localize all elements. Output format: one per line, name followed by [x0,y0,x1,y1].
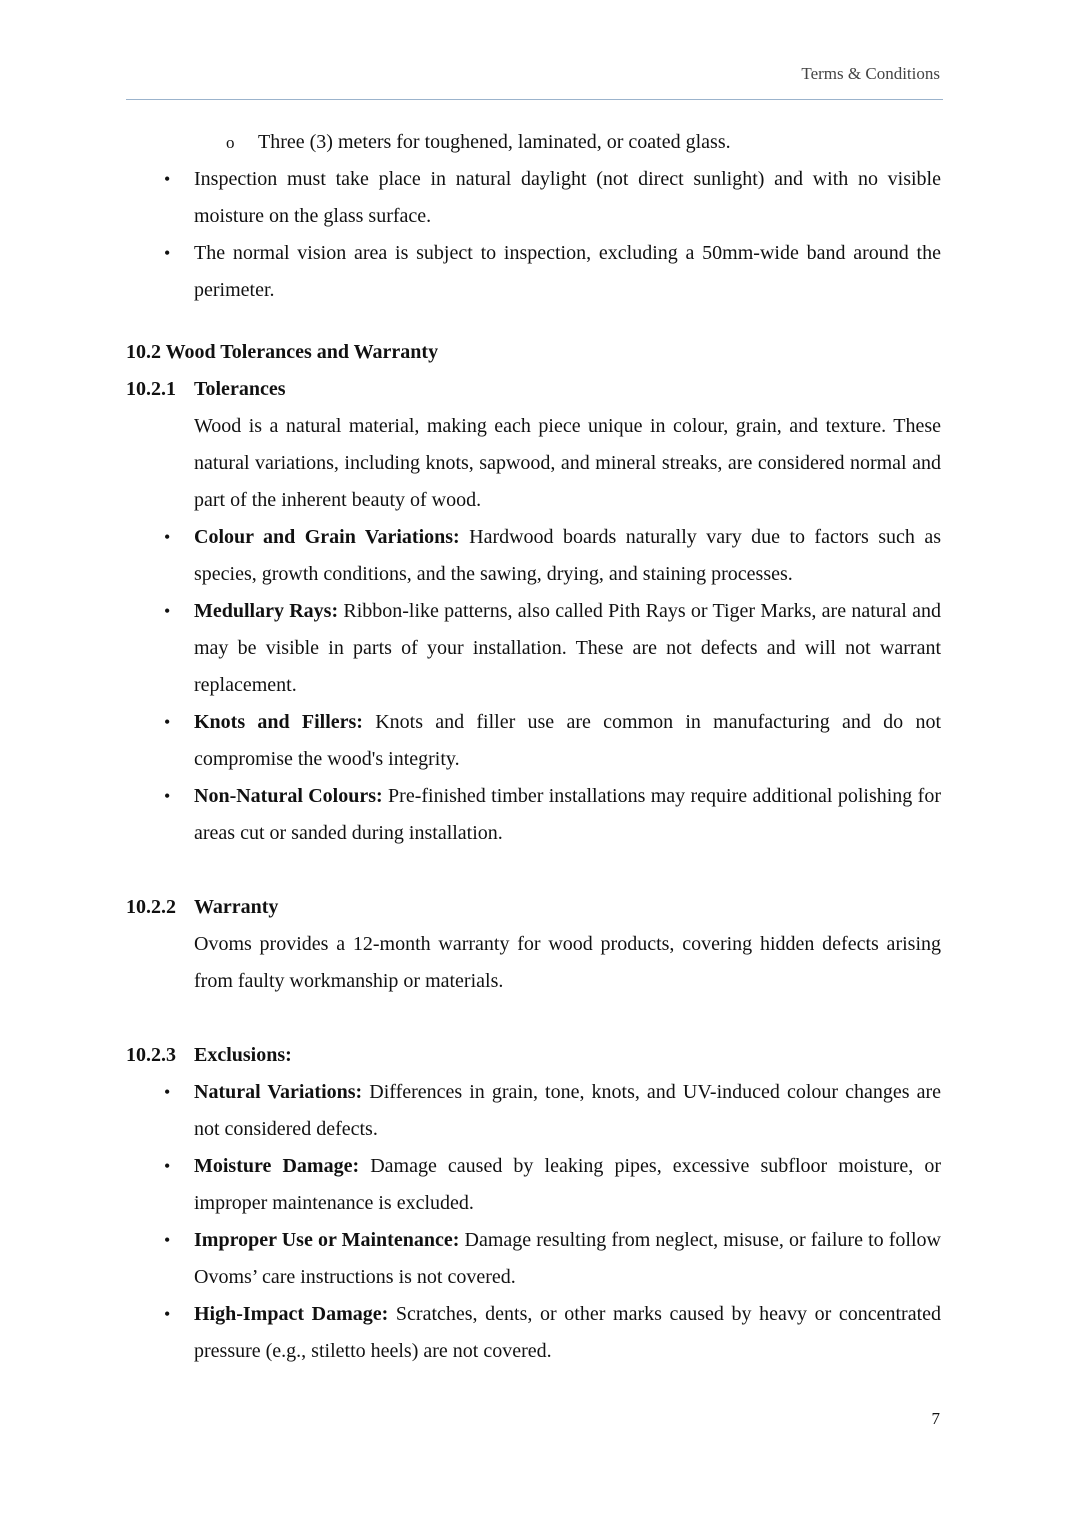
subsection-number: 10.2.1 [126,378,176,400]
list-item-text: Differences in grain, tone, knots, and UV-induced colour changes are not considered defects. [194,1081,942,1140]
list-item-text: Damage caused by leaking pipes, excessive subfloor moisture, or improper maintenance is excluded. [194,1155,941,1214]
section-heading-10-2: 10.2 Wood Tolerances and Warranty [126,341,439,363]
bullet-icon: • [164,1304,171,1324]
subsection-heading-tolerances [126,371,941,408]
list-item [126,161,941,235]
subsection-title: Warranty [194,896,279,918]
subsection-title: Exclusions: [194,1044,292,1066]
header-divider [126,99,943,100]
list-item-term: Natural Variations: [194,1081,363,1103]
subsection-title: Tolerances [194,378,286,400]
list-item-term: Colour and Grain Variations: [194,526,460,548]
list-item [126,519,941,593]
list-item [126,1222,941,1296]
list-item [126,778,941,852]
tolerances-list [126,519,941,852]
list-item-term: Non-Natural Colours: [194,785,383,807]
list-item-text: Inspection must take place in natural daylight (not direct sunlight) and with no visible moisture on the glass surface. [194,168,941,227]
list-item-term: Improper Use or Maintenance: [194,1229,460,1251]
list-item-term: High-Impact Damage: [194,1303,389,1325]
bullet-icon: • [164,243,171,263]
page-content [126,124,941,1370]
list-item [126,235,941,309]
bullet-icon: • [164,786,171,806]
glass-inspection-list [126,124,941,309]
warranty-paragraph: Ovoms provides a 12-month warranty for wood products, covering hidden defects arising from faulty workmanship or materials. [194,933,941,992]
list-item [126,1074,941,1148]
subsection-number: 10.2.2 [126,896,176,918]
bullet-icon: • [164,169,171,189]
list-item-text: Damage resulting from neglect, misuse, or failure to follow Ovoms’ care instructions is not covered. [194,1229,941,1288]
list-item [126,704,941,778]
page-number: 7 [931,1409,940,1428]
subsection-heading-warranty [126,889,941,926]
list-item-text: Scratches, dents, or other marks caused by heavy or concentrated pressure (e.g., stiletto heels) are not covered. [194,1303,942,1362]
list-item-term: Medullary Rays: [194,600,339,622]
bullet-icon: • [164,1082,171,1102]
page-header-title: Terms & Conditions [801,64,940,83]
list-item-term: Knots and Fillers: [194,711,363,733]
list-item-term: Moisture Damage: [194,1155,360,1177]
list-item [126,1148,941,1222]
subsection-heading-exclusions [126,1037,941,1074]
hollow-bullet-icon: o [226,133,235,152]
list-item-text: Knots and filler use are common in manufacturing and do not compromise the wood's integrity. [194,711,942,770]
bullet-icon: • [164,1156,171,1176]
tolerances-intro-paragraph: Wood is a natural material, making each piece unique in colour, grain, and texture. These natural variations, including knots, sapwood, and mineral streaks, are considered normal and part of the inherent beauty of wood. [194,415,941,511]
list-item-text: Ribbon-like patterns, also called Pith Rays or Tiger Marks, are natural and may be visible in parts of your installation. These are not defects and will not warrant replacement. [194,600,941,696]
bullet-icon: • [164,712,171,732]
list-item-text: The normal vision area is subject to inspection, excluding a 50mm-wide band around the perimeter. [194,242,941,301]
bullet-icon: • [164,527,171,547]
bullet-icon: • [164,1230,171,1250]
subsection-number: 10.2.3 [126,1044,176,1066]
list-item [126,593,941,704]
exclusions-list [126,1074,941,1370]
sub-list-item [126,124,941,161]
list-item-text: Pre-finished timber installations may require additional polishing for areas cut or sanded during installation. [194,785,941,844]
bullet-icon: • [164,601,171,621]
list-item-text: Hardwood boards naturally vary due to factors such as species, growth conditions, and the sawing, drying, and staining processes. [194,526,941,585]
list-item [126,1296,941,1370]
sub-list-item-text: Three (3) meters for toughened, laminated, or coated glass. [258,131,731,153]
